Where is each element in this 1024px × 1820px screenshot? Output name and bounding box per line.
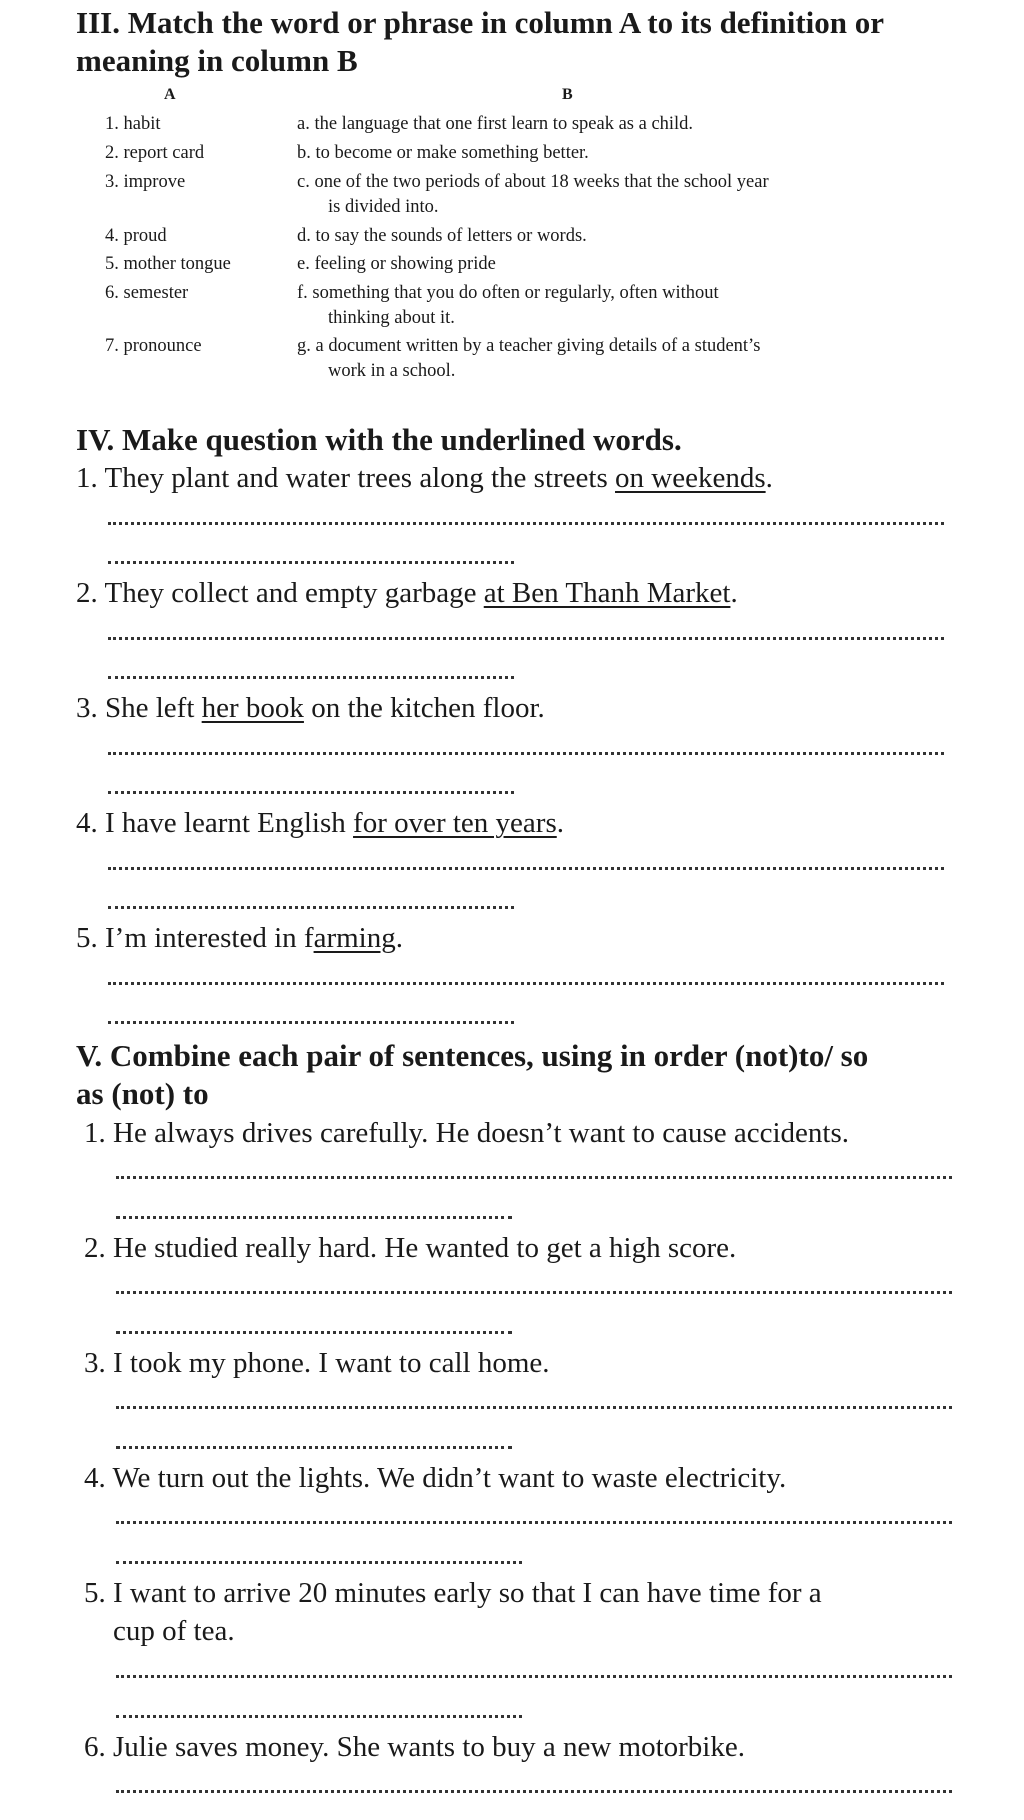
definition-d-line-1: d. to say the sounds of letters or words. (297, 226, 587, 246)
word-pronounce: 7. pronounce (105, 336, 202, 356)
definition-g-line-2: work in a school. (328, 361, 456, 381)
sentence-3-line-1: 3. I took my phone. I want to call home. (84, 1347, 550, 1379)
question-4 (76, 805, 564, 841)
answer-line-5-6a[interactable] (116, 1790, 952, 1793)
answer-line-4-5a[interactable] (108, 982, 944, 985)
answer-line-5-2b[interactable] (116, 1331, 512, 1334)
sentence-5-line-1: 5. I want to arrive 20 minutes early so that I can have time for a (84, 1577, 822, 1609)
question-1-end: . (765, 462, 773, 494)
sentence-2 (84, 1229, 954, 1267)
question-5-text: 5. I’m interested in f (76, 922, 314, 954)
sentence-4 (84, 1459, 954, 1497)
answer-line-4-2b[interactable] (108, 676, 514, 679)
sentence-5 (84, 1574, 954, 1650)
answer-line-4-4a[interactable] (108, 867, 944, 870)
definition-c-line-1: c. one of the two periods of about 18 weeks that the school year (297, 172, 769, 192)
question-1 (76, 460, 773, 496)
sentence-1-line-1: 1. He always drives carefully. He doesn’t want to cause accidents. (84, 1117, 850, 1149)
sentence-6-line-1: 6. Julie saves money. She wants to buy a new motorbike. (84, 1731, 745, 1763)
definition-f-line-1: f. something that you do often or regularly, often without (297, 283, 719, 303)
section-3-title-line-1: III. Match the word or phrase in column A to its definition or (76, 5, 885, 40)
answer-line-4-3b[interactable] (108, 791, 514, 794)
column-a-header: A (164, 86, 176, 103)
question-5-end: . (395, 922, 403, 954)
word-improve: 3. improve (105, 172, 186, 192)
sentence-1 (84, 1114, 954, 1152)
definition-c-line-2: is divided into. (328, 197, 439, 217)
answer-line-5-1b[interactable] (116, 1216, 512, 1219)
section-5-title (76, 1037, 868, 1113)
section-5-title-line-1: V. Combine each pair of sentences, using in order (not)to/ so (76, 1038, 869, 1073)
question-2-text: 2. They collect and empty garbage (76, 577, 484, 609)
question-2 (76, 575, 738, 611)
answer-line-4-1a[interactable] (108, 522, 944, 525)
question-2-end: . (730, 577, 738, 609)
answer-line-5-1a[interactable] (116, 1176, 952, 1179)
answer-line-5-3a[interactable] (116, 1406, 952, 1409)
definition-f (297, 281, 917, 331)
question-5-underlined: arming (313, 922, 396, 954)
answer-line-4-2a[interactable] (108, 637, 944, 640)
column-b-header: B (562, 86, 573, 103)
question-2-underlined: at Ben Thanh Market (483, 577, 731, 609)
question-3 (76, 690, 545, 726)
answer-line-5-4a[interactable] (116, 1521, 952, 1524)
sentence-2-line-1: 2. He studied really hard. He wanted to get a high score. (84, 1232, 737, 1264)
answer-line-4-4b[interactable] (108, 906, 514, 909)
definition-g-line-1: g. a document written by a teacher giving details of a student’s (297, 336, 761, 356)
section-5-title-line-2: as (not) to (76, 1076, 209, 1111)
definition-b (297, 141, 917, 166)
section-4-title: IV. Make question with the underlined words. (76, 422, 682, 457)
word-proud: 4. proud (105, 226, 167, 246)
question-4-underlined: for over ten years (353, 807, 557, 839)
sentence-3 (84, 1344, 954, 1382)
sentence-5-line-2: cup of tea. (113, 1615, 235, 1647)
answer-line-5-4b[interactable] (116, 1561, 522, 1564)
definition-b-line-1: b. to become or make something better. (297, 143, 589, 163)
answer-line-5-2a[interactable] (116, 1291, 952, 1294)
word-mother-tongue: 5. mother tongue (105, 254, 231, 274)
definition-c (297, 170, 917, 220)
question-5 (76, 920, 403, 956)
question-3-underlined: her book (201, 692, 304, 724)
answer-line-4-5b[interactable] (108, 1021, 514, 1024)
answer-line-5-5b[interactable] (116, 1715, 522, 1718)
word-semester: 6. semester (105, 283, 189, 303)
word-habit: 1. habit (105, 114, 161, 134)
definition-e (297, 252, 917, 277)
definition-g (297, 334, 917, 384)
definition-e-line-1: e. feeling or showing pride (297, 254, 496, 274)
question-3-text: 3. She left (76, 692, 202, 724)
question-3-end: on the kitchen floor. (303, 692, 545, 724)
definition-a (297, 112, 917, 137)
sentence-6 (84, 1728, 954, 1766)
word-report-card: 2. report card (105, 143, 205, 163)
definition-d (297, 224, 917, 249)
answer-line-4-1b[interactable] (108, 561, 514, 564)
question-4-end: . (556, 807, 564, 839)
sentence-4-line-1: 4. We turn out the lights. We didn’t want to waste electricity. (84, 1462, 787, 1494)
answer-line-5-3b[interactable] (116, 1446, 512, 1449)
answer-line-4-3a[interactable] (108, 752, 944, 755)
question-1-underlined: on weekends (615, 462, 766, 494)
section-3-title-line-2: meaning in column B (76, 43, 358, 78)
question-4-text: 4. I have learnt English (76, 807, 354, 839)
answer-line-5-5a[interactable] (116, 1675, 952, 1678)
question-1-text: 1. They plant and water trees along the streets (76, 462, 616, 494)
definition-f-line-2: thinking about it. (328, 308, 455, 328)
section-3-title (76, 4, 884, 80)
definition-a-line-1: a. the language that one first learn to speak as a child. (297, 114, 694, 134)
